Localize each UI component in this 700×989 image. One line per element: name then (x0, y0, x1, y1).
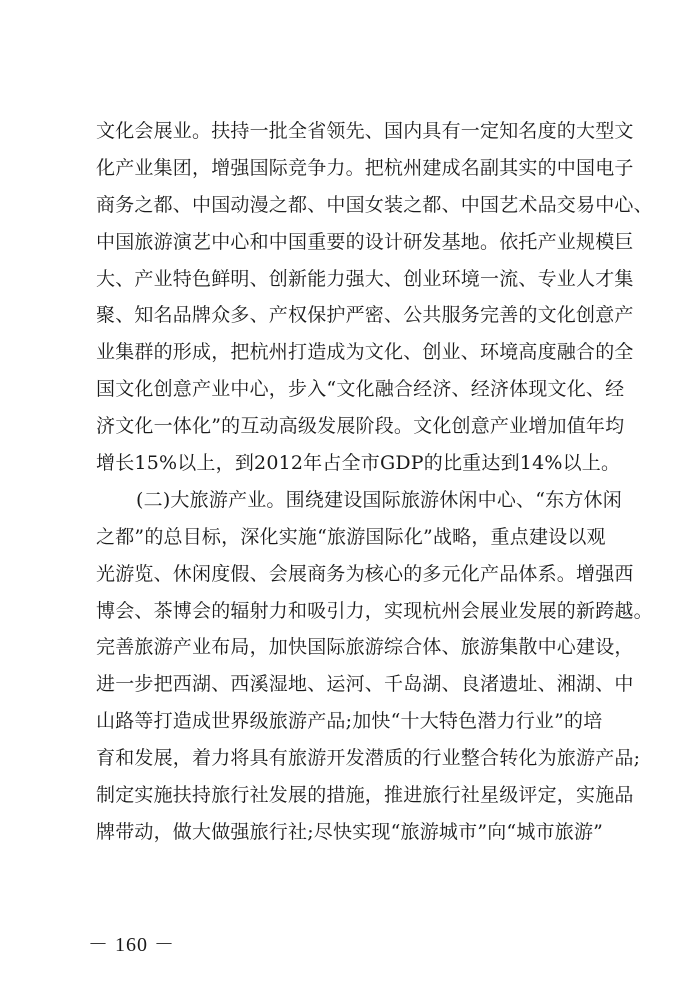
text-line: 之都”的总目标，深化实施“旅游国际化”战略，重点建设以观 (96, 525, 606, 548)
text-line: 进一步把西湖、西溪湿地、运河、千岛湖、良渚遗址、湘湖、中 (96, 673, 634, 696)
text-line: 文化会展业。扶持一批全省领先、国内具有一定知名度的大型文 (96, 120, 634, 142)
text-line: 业集群的形成，把杭州打造成为文化、创业、环境高度融合的全 (96, 341, 634, 364)
text-line: 商务之都、中国动漫之都、中国女装之都、中国艺术品交易中心、 (96, 193, 653, 216)
text-line: 增长15%以上，到2012年占全市GDP的比重达到14%以上。 (96, 452, 621, 475)
paragraph-1 (96, 113, 653, 482)
text-line: 博会、茶博会的辐射力和吸引力，实现杭州会展业发展的新跨越。 (96, 599, 653, 622)
body-text (96, 113, 653, 851)
text-line: 中国旅游演艺中心和中国重要的设计研发基地。依托产业规模巨 (96, 230, 634, 253)
text-line: 大、产业特色鲜明、创新能力强大、创业环境一流、专业人才集 (96, 267, 634, 290)
text-line: 完善旅游产业布局，加快国际旅游综合体、旅游集散中心建设， (96, 636, 634, 659)
text-line: (二)大旅游产业。围绕建设国际旅游休闲中心、“东方休闲 (136, 488, 622, 511)
text-line: 牌带动，做大做强旅行社;尽快实现“旅游城市”向“城市旅游” (96, 820, 604, 843)
text-line: 国文化创意产业中心，步入“文化融合经济、经济体现文化、经 (96, 378, 625, 401)
text-line: 育和发展，着力将具有旅游开发潜质的行业整合转化为旅游产品; (96, 747, 641, 770)
page-number: － 160 － (88, 934, 175, 956)
paragraph-2 (96, 482, 653, 851)
text-line: 化产业集团，增强国际竞争力。把杭州建成名副其实的中国电子 (96, 156, 634, 179)
text-line: 光游览、休闲度假、会展商务为核心的多元化产品体系。增强西 (96, 562, 634, 585)
text-line: 制定实施扶持旅行社发展的措施，推进旅行社星级评定，实施品 (96, 784, 634, 807)
text-line: 聚、知名品牌众多、产权保护严密、公共服务完善的文化创意产 (96, 304, 634, 327)
text-line: 山路等打造成世界级旅游产品;加快“十大特色潜力行业”的培 (96, 710, 603, 733)
text-line: 济文化一体化”的互动高级发展阶段。文化创意产业增加值年均 (96, 415, 625, 438)
